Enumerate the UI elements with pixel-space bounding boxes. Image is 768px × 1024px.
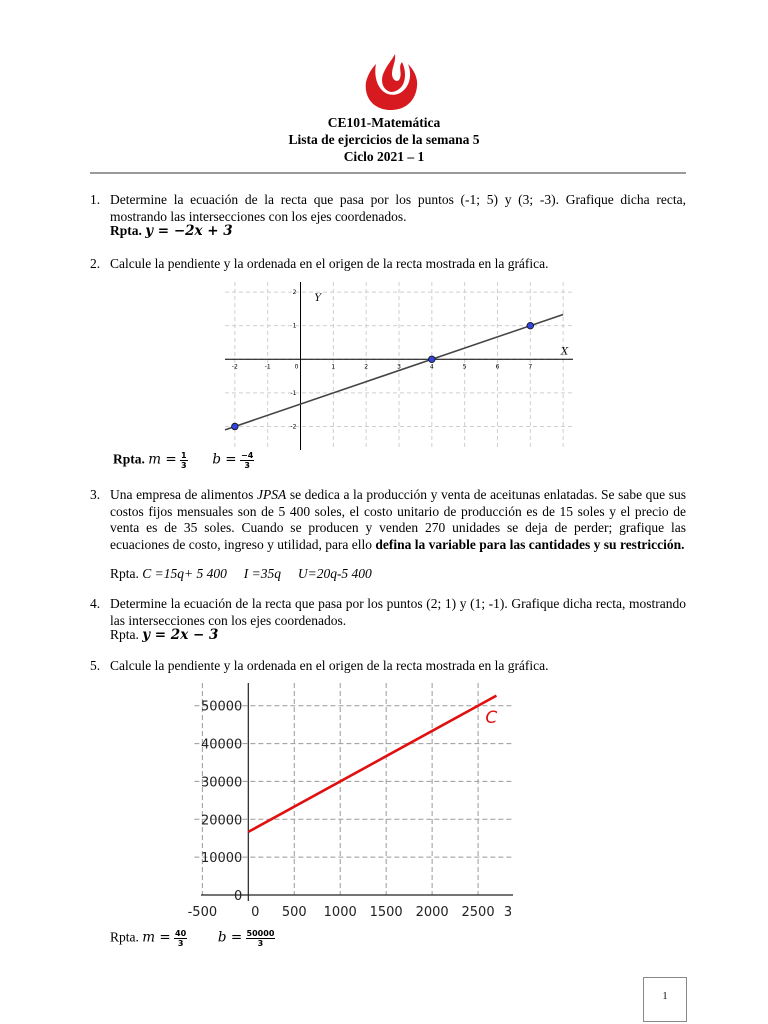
exercise-3-emphasis: defina la variable para las cantidades y su restricción. [375,536,685,552]
slope-label: m = [148,451,177,468]
y-tick-label: -1 [290,389,297,397]
intercept-numerator: 50000 [246,929,275,938]
header-divider [90,172,686,174]
exercise-4-text: Determine la ecuación de la recta que pasa por los puntos (2; 1) y (1; -1). Grafique dicha recta, mostrando las intersecciones con los ejes coordenados. [110,596,686,628]
answer-label: Rpta. [110,223,142,238]
cost-line-graph-exercise-5 [187,683,520,925]
x-tick-label: 1000 [323,905,357,920]
y-tick-label: 20000 [200,813,243,829]
cost-line [248,696,496,832]
cycle-title: Ciclo 2021 – 1 [343,149,425,164]
slope-numerator: 1 [181,451,187,460]
exercise-5-text: Calcule la pendiente y la ordenada en el origen de la recta mostrada en la gráfica. [110,658,549,673]
slope-label: m = [142,929,171,946]
slope-denominator: 3 [181,461,187,470]
x-tick-label: 1 [331,363,336,371]
answer-equations: C =15q+ 5 400 I =35q U=20q-5 400 [142,566,372,581]
exercise-2-text: Calcule la pendiente y la ordenada en el origen de la recta mostrada en la gráfica. [110,256,549,271]
intercept-denominator: 3 [244,461,250,470]
y-tick-label: 50000 [200,699,243,715]
answer-equation: y = 2x − 3 [142,627,219,643]
answer-label: Rpta. [110,929,139,945]
x-tick-label: -1 [264,363,271,371]
exercise-3-text-part: Una empresa de alimentos [110,487,257,502]
exercise-2-number: 2. [90,256,101,271]
slope-denominator: 3 [177,939,184,948]
series-label: C [485,707,498,728]
slope-fraction [174,929,187,948]
x-tick-label: 3 [397,363,401,371]
exercise-3-text-part: se dedica a la producción y venta de aceitunas enlatadas. Se sabe que sus costos fijos mensuales son de 5 400 soles, el costo unitario de producción es de 15 soles y el precio de venta es de 35 soles. Cuando se producen y venden 270 unidades se deja de perder; grafique las ecuaciones de costo, ingreso y utilidad, para ello [110,487,686,552]
y-axis-label: Y [314,293,322,304]
list-title: Lista de ejercicios de la semana 5 [288,132,480,147]
exercise-3-number: 3. [90,487,101,502]
intercept-fraction [240,451,254,470]
x-tick-label: 1500 [369,905,403,920]
intercept-denominator: 3 [257,939,264,948]
answer-equation: y = −2x + 3 [145,223,233,239]
answer-label: Rpta. [110,566,139,581]
y-tick-label: 1 [292,322,297,330]
intercept-fraction [246,929,276,948]
exercise-1-answer [110,223,233,239]
x-tick-label: 2 [364,363,369,371]
course-title: CE101-Matemática [327,115,441,130]
y-tick-label: 10000 [200,851,243,867]
page-number: 1 [643,977,687,1022]
y-tick-label: 40000 [200,737,243,753]
intercept-label: b = [217,929,243,946]
y-tick-label: -2 [290,423,297,431]
x-tick-label: -2 [231,363,238,371]
intercept-label: b = [212,451,237,468]
answer-label: Rpta. [113,451,145,467]
slope-numerator: 40 [175,929,187,938]
x-tick-label: 5 [462,363,467,371]
answer-label: Rpta. [110,627,139,642]
x-tick-label: 0 [251,905,260,920]
exercise-3-text [110,487,686,553]
exercise-3-answer [110,566,372,582]
x-tick-label: -500 [187,905,218,920]
exercise-1-number: 1. [90,192,101,207]
exercise-4-number: 4. [90,596,101,611]
exercise-1-text: Determine la ecuación de la recta que pasa por los puntos (-1; 5) y (3; -3). Grafique dicha recta, mostrando las intersecciones con los ejes coordenados. [110,192,686,224]
y-tick-label: 30000 [200,775,243,791]
exercise-4-answer [110,627,218,643]
x-tick-label: 2500 [461,905,495,920]
data-point [232,423,239,430]
exercise-2-answer [113,451,254,470]
x-tick-label: 2000 [415,905,449,920]
y-tick-label: 2 [292,289,297,297]
graphed-line [225,314,563,429]
origin-label: 0 [294,363,299,371]
x-tick-label: 4 [429,363,434,371]
data-point [429,356,436,363]
line-graph-exercise-2 [225,282,573,450]
x-tick-label: 6 [495,363,500,371]
exercise-5-answer [110,929,275,948]
company-name: JPSA [257,487,287,502]
y-tick-label: 0 [234,889,243,904]
x-tick-label: 7 [528,363,533,371]
exercise-5-number: 5. [90,658,101,673]
slope-fraction [180,451,188,470]
x-tick-label: 3 [503,905,513,920]
university-logo [362,52,420,112]
data-point [527,322,534,329]
x-tick-label: 500 [281,905,307,920]
x-axis-label: X [561,346,569,358]
intercept-numerator: −4 [241,451,254,460]
